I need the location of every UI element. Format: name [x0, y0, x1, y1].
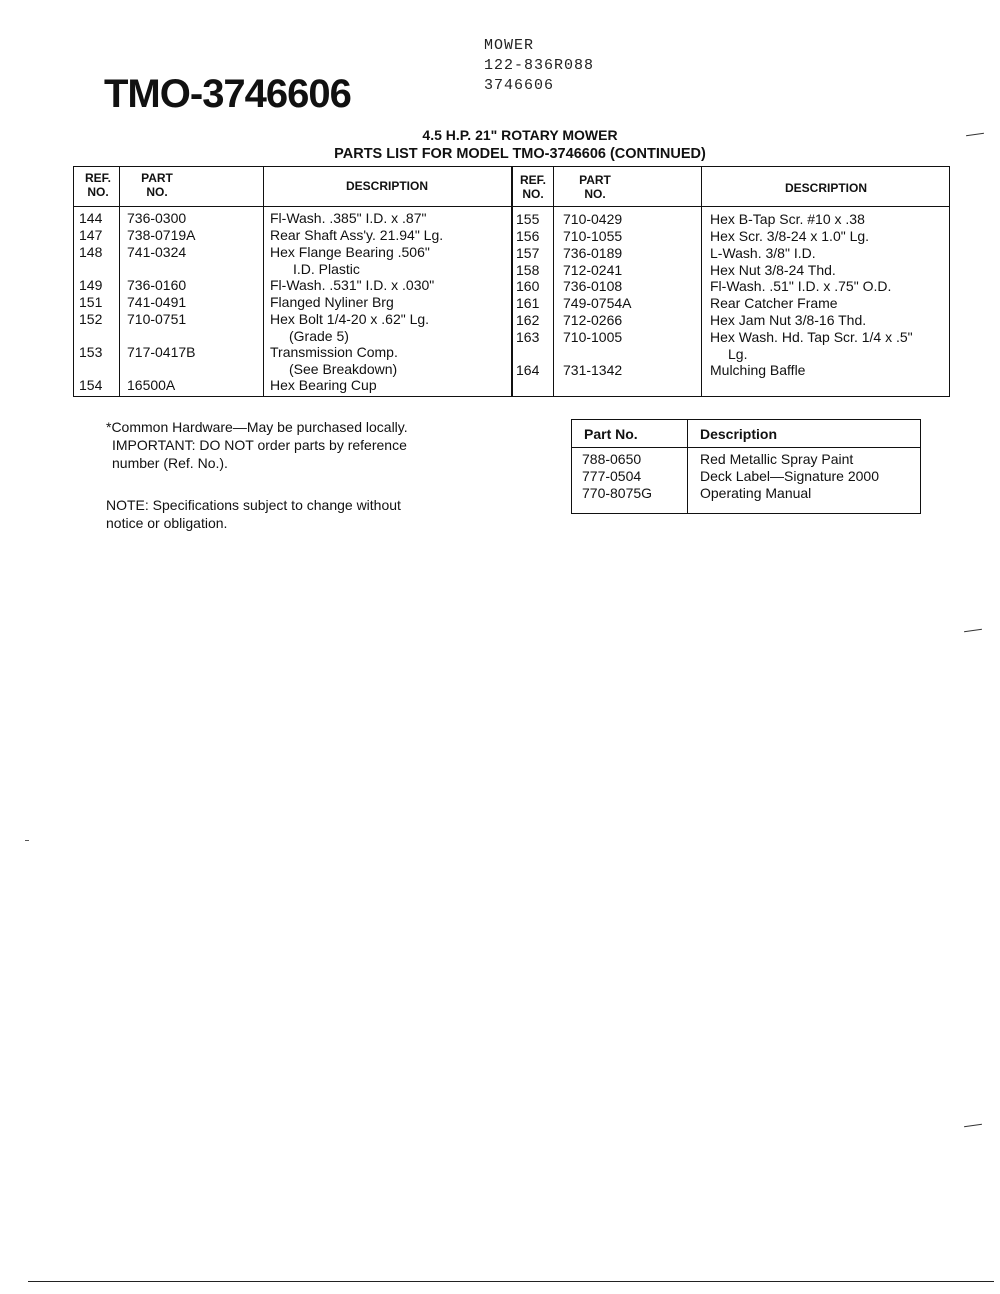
model-title: TMO-3746606: [104, 72, 351, 116]
note-line: IMPORTANT: DO NOT order parts by reference: [112, 437, 407, 453]
part-number: 777-0504: [582, 468, 642, 484]
stamp-line-1: MOWER: [484, 37, 535, 54]
part-description: Fl-Wash. .531" I.D. x .030": [270, 277, 435, 293]
header-part-line1: PART: [141, 171, 173, 185]
part-description-cont: (See Breakdown): [289, 361, 398, 377]
part-number: 717-0417B: [127, 344, 196, 360]
part-number: 736-0108: [563, 278, 623, 294]
part-description: Mulching Baffle: [710, 362, 806, 378]
ref-number: 151: [79, 294, 103, 310]
part-description-cont: I.D. Plastic: [293, 261, 360, 277]
part-number: 710-1055: [563, 228, 623, 244]
part-description: Hex Flange Bearing .506": [270, 244, 430, 260]
column-divider: [687, 420, 688, 513]
header-ref-no: [78, 171, 118, 199]
header-ref-no: [513, 173, 553, 201]
header-part-line2: NO.: [146, 185, 168, 199]
part-number: 736-0160: [127, 277, 187, 293]
part-description: Fl-Wash. .385" I.D. x .87": [270, 210, 427, 226]
part-description: Hex Wash. Hd. Tap Scr. 1/4 x .5": [710, 329, 913, 345]
header-part-no: [570, 173, 620, 201]
header-description: DESCRIPTION: [345, 179, 428, 193]
part-description: Red Metallic Spray Paint: [700, 451, 854, 467]
header-ref-line1: REF.: [519, 173, 546, 187]
part-description: Deck Label—Signature 2000: [700, 468, 880, 484]
column-divider: [511, 167, 513, 396]
margin-mark: [25, 840, 29, 841]
note-line: number (Ref. No.).: [112, 455, 228, 471]
part-number: 710-0751: [127, 311, 187, 327]
part-number: 736-0189: [563, 245, 623, 261]
header-part-line1: PART: [579, 173, 611, 187]
part-number: 16500A: [127, 377, 176, 393]
header-part-line2: NO.: [584, 187, 606, 201]
part-description: Hex Scr. 3/8-24 x 1.0" Lg.: [710, 228, 870, 244]
part-number: 710-1005: [563, 329, 623, 345]
parts-list-heading: PARTS LIST FOR MODEL TMO-3746606 (CONTINUED): [334, 146, 706, 162]
ref-number: 154: [79, 377, 103, 393]
specification-note: [106, 496, 401, 532]
ref-number: 144: [79, 210, 103, 226]
product-heading: 4.5 H.P. 21" ROTARY MOWER: [422, 127, 618, 143]
ref-number: 157: [516, 245, 540, 261]
part-number: 749-0754A: [563, 295, 632, 311]
column-divider: [119, 167, 120, 396]
ref-number: 161: [516, 295, 540, 311]
part-number: 736-0300: [127, 210, 187, 226]
header-divider: [74, 206, 949, 207]
part-description: Hex Bearing Cup: [270, 377, 377, 393]
note-line: *Common Hardware—May be purchased locally.: [106, 419, 408, 435]
additional-parts-table: [571, 419, 921, 514]
part-number: 741-0491: [127, 294, 187, 310]
ref-number: 162: [516, 312, 540, 328]
header-ref-line2: NO.: [522, 187, 544, 201]
ref-number: 149: [79, 277, 103, 293]
header-description: DESCRIPTION: [784, 181, 867, 195]
page-bottom-rule: [28, 1281, 994, 1282]
part-number: 741-0324: [127, 244, 187, 260]
part-description: Hex Bolt 1/4-20 x .62" Lg.: [270, 311, 430, 327]
part-number: 770-8075G: [582, 485, 653, 501]
part-number: 788-0650: [582, 451, 642, 467]
part-description-cont: Lg.: [728, 346, 748, 362]
ref-number: 156: [516, 228, 540, 244]
ref-number: 153: [79, 344, 103, 360]
part-description: Transmission Comp.: [270, 344, 398, 360]
ref-number: 152: [79, 311, 103, 327]
parts-table: [73, 166, 950, 397]
column-divider: [701, 167, 702, 396]
header-description: Description: [700, 426, 778, 442]
part-description-cont: (Grade 5): [289, 328, 349, 344]
ref-number: 148: [79, 244, 103, 260]
ref-number: 164: [516, 362, 540, 378]
part-number: 712-0266: [563, 312, 623, 328]
part-number: 710-0429: [563, 211, 623, 227]
part-description: Operating Manual: [700, 485, 812, 501]
ref-number: 163: [516, 329, 540, 345]
header-part-no: Part No.: [584, 426, 638, 442]
ref-number: 160: [516, 278, 540, 294]
model-stamp: [484, 36, 594, 96]
part-number: 731-1342: [563, 362, 623, 378]
part-description: L-Wash. 3/8" I.D.: [710, 245, 816, 261]
part-description: Flanged Nyliner Brg: [270, 294, 394, 310]
header-part-no: [132, 171, 182, 199]
common-hardware-note: [106, 418, 408, 472]
header-ref-line1: REF.: [84, 171, 111, 185]
note-line: NOTE: Specifications subject to change without: [106, 497, 401, 513]
part-number: 738-0719A: [127, 227, 196, 243]
part-description: Hex Nut 3/8-24 Thd.: [710, 262, 836, 278]
stamp-line-2: 122-836R088: [484, 57, 595, 74]
margin-mark: [964, 629, 982, 632]
part-description: Rear Catcher Frame: [710, 295, 838, 311]
stamp-line-3: 3746606: [484, 77, 555, 94]
ref-number: 147: [79, 227, 103, 243]
column-divider: [553, 167, 554, 396]
ref-number: 158: [516, 262, 540, 278]
part-number: 712-0241: [563, 262, 623, 278]
part-description: Hex Jam Nut 3/8-16 Thd.: [710, 312, 867, 328]
part-description: Fl-Wash. .51" I.D. x .75" O.D.: [710, 278, 892, 294]
note-line: notice or obligation.: [106, 515, 228, 531]
part-description: Hex B-Tap Scr. #10 x .38: [710, 211, 865, 227]
ref-number: 155: [516, 211, 540, 227]
column-divider: [263, 167, 264, 396]
header-ref-line2: NO.: [87, 185, 109, 199]
margin-mark: [964, 1124, 982, 1127]
part-description: Rear Shaft Ass'y. 21.94" Lg.: [270, 227, 444, 243]
header-divider: [572, 447, 920, 448]
